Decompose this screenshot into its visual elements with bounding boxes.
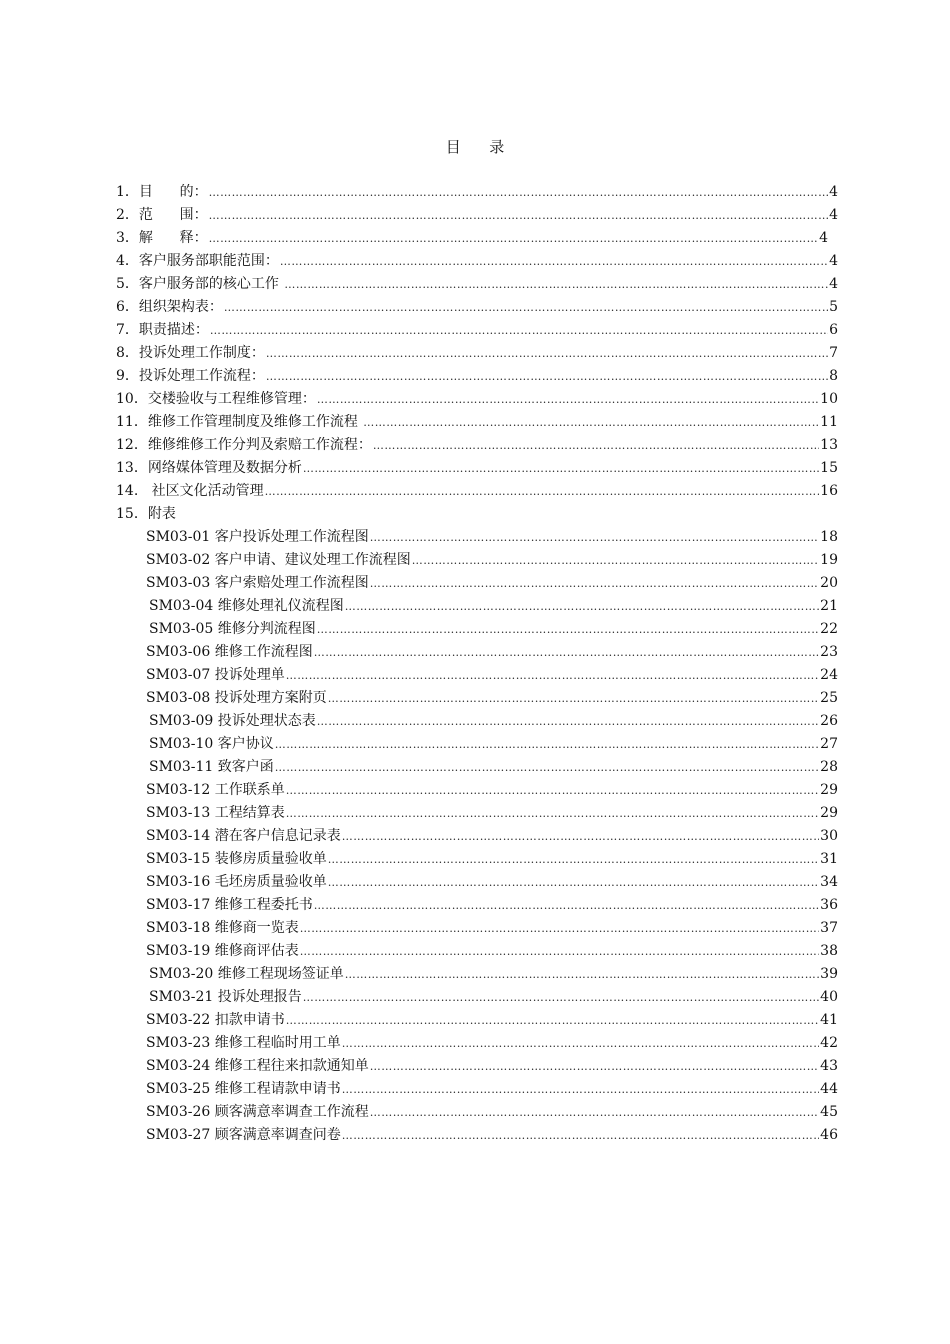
toc-entry-page: 15 xyxy=(820,460,838,476)
toc-entry-label: 15．附表 xyxy=(116,506,176,522)
appendix-entry-label: SM03-11 致客户函 xyxy=(149,759,274,775)
table-of-contents xyxy=(116,181,838,1147)
appendix-entry-label: SM03-04 维修处理礼仪流程图 xyxy=(149,598,344,614)
appendix-entry-label: SM03-13 工程结算表 xyxy=(146,805,285,821)
toc-entry[interactable] xyxy=(116,296,838,319)
appendix-entry[interactable] xyxy=(116,641,838,664)
appendix-entry[interactable] xyxy=(116,802,838,825)
appendix-entry-label: SM03-26 顾客满意率调查工作流程 xyxy=(146,1104,369,1120)
toc-entry-page: 11 xyxy=(820,414,838,430)
toc-leader-dots xyxy=(370,526,819,549)
appendix-entry-label: SM03-25 维修工程请款申请书 xyxy=(146,1081,341,1097)
appendix-entry[interactable] xyxy=(116,1078,838,1101)
appendix-entry-label: SM03-07 投诉处理单 xyxy=(146,667,285,683)
appendix-entry[interactable] xyxy=(116,940,838,963)
appendix-entry-label: SM03-15 装修房质量验收单 xyxy=(146,851,327,867)
toc-leader-dots xyxy=(300,917,819,940)
toc-leader-dots xyxy=(345,595,819,618)
toc-leader-dots xyxy=(370,1055,819,1078)
appendix-entry-page: 29 xyxy=(820,805,838,821)
appendix-entry[interactable] xyxy=(116,1032,838,1055)
appendix-entry-page: 36 xyxy=(820,897,838,913)
toc-leader-dots xyxy=(345,963,819,986)
toc-entry[interactable] xyxy=(116,227,828,250)
toc-entry-page: 8 xyxy=(829,368,838,384)
toc-entry[interactable] xyxy=(116,480,838,503)
appendix-entry-page: 24 xyxy=(820,667,838,683)
appendix-entry-page: 42 xyxy=(820,1035,838,1051)
appendix-entry-label: SM03-01 客户投诉处理工作流程图 xyxy=(146,529,369,545)
toc-leader-dots xyxy=(209,204,828,227)
toc-leader-dots xyxy=(300,940,819,963)
toc-entry[interactable] xyxy=(116,181,838,204)
appendix-entry-label: SM03-09 投诉处理状态表 xyxy=(149,713,316,729)
toc-entry-label: 2．范 围： xyxy=(116,207,208,223)
appendix-entry-label: SM03-18 维修商一览表 xyxy=(146,920,299,936)
toc-leader-dots xyxy=(342,1078,819,1101)
toc-entry-label: 13．网络媒体管理及数据分析 xyxy=(116,460,302,476)
appendix-entry-page: 45 xyxy=(820,1104,838,1120)
toc-leader-dots xyxy=(303,986,819,1009)
appendix-entry-label: SM03-19 维修商评估表 xyxy=(146,943,299,959)
appendix-entry[interactable] xyxy=(116,917,838,940)
toc-entry[interactable] xyxy=(116,434,838,457)
toc-entry[interactable] xyxy=(116,365,838,388)
appendix-entry-label: SM03-17 维修工程委托书 xyxy=(146,897,313,913)
appendix-entry[interactable] xyxy=(116,825,838,848)
appendix-entry[interactable] xyxy=(116,595,838,618)
appendix-entry[interactable] xyxy=(116,963,838,986)
toc-entry-label: 5．客户服务部的核心工作 xyxy=(116,276,284,292)
toc-entry-page: 4 xyxy=(829,253,838,269)
appendix-entry[interactable] xyxy=(116,894,838,917)
toc-leader-dots xyxy=(224,296,828,319)
toc-entry-label: 14. 社区文化活动管理 xyxy=(116,483,264,499)
toc-leader-dots xyxy=(363,411,819,434)
toc-leader-dots xyxy=(209,181,828,204)
appendix-entry-page: 20 xyxy=(820,575,838,591)
toc-entry[interactable] xyxy=(116,204,838,227)
appendix-entry[interactable] xyxy=(116,779,838,802)
toc-leader-dots xyxy=(342,1124,819,1147)
toc-leader-dots xyxy=(370,1101,819,1124)
appendix-entry-page: 44 xyxy=(820,1081,838,1097)
toc-leader-dots xyxy=(317,710,819,733)
toc-entry-page: 16 xyxy=(820,483,838,499)
toc-entry-label: 4．客户服务部职能范围： xyxy=(116,253,279,269)
toc-leader-dots xyxy=(275,756,819,779)
toc-leader-dots xyxy=(373,434,819,457)
appendix-entry-page: 18 xyxy=(820,529,838,545)
toc-entry-page: 6 xyxy=(829,322,838,338)
appendix-entry-page: 23 xyxy=(820,644,838,660)
toc-entry[interactable] xyxy=(116,250,838,273)
appendix-entry-label: SM03-16 毛坯房质量验收单 xyxy=(146,874,327,890)
appendix-entry[interactable] xyxy=(116,848,838,871)
appendix-entry[interactable] xyxy=(116,618,838,641)
toc-entry[interactable] xyxy=(116,457,838,480)
appendix-entry-label: SM03-12 工作联系单 xyxy=(146,782,285,798)
toc-leader-dots xyxy=(370,572,819,595)
toc-leader-dots xyxy=(314,894,819,917)
toc-entry-page: 7 xyxy=(829,345,838,361)
toc-entry-label: 11．维修工作管理制度及维修工作流程 xyxy=(116,414,363,430)
appendix-entry-label: SM03-08 投诉处理方案附页 xyxy=(146,690,327,706)
appendix-entry[interactable] xyxy=(116,1101,838,1124)
appendix-entry-page: 38 xyxy=(820,943,838,959)
appendix-entry-page: 43 xyxy=(820,1058,838,1074)
appendix-entry[interactable] xyxy=(116,572,838,595)
appendix-entry-page: 19 xyxy=(820,552,838,568)
appendix-entry[interactable] xyxy=(116,1009,838,1032)
toc-leader-dots xyxy=(314,641,819,664)
appendix-entry[interactable] xyxy=(116,986,838,1009)
appendix-entry-page: 28 xyxy=(820,759,838,775)
appendix-entry-label: SM03-21 投诉处理报告 xyxy=(149,989,302,1005)
appendix-entry[interactable] xyxy=(116,664,838,687)
toc-leader-dots xyxy=(265,480,820,503)
appendix-entry-page: 41 xyxy=(820,1012,838,1028)
page-title: 目 录 xyxy=(445,138,505,156)
toc-leader-dots xyxy=(280,250,828,273)
toc-leader-dots xyxy=(342,825,819,848)
appendix-entry-page: 26 xyxy=(820,713,838,729)
appendix-entry-label: SM03-22 扣款申请书 xyxy=(146,1012,285,1028)
toc-leader-dots xyxy=(317,388,819,411)
appendix-entry[interactable] xyxy=(116,733,838,756)
toc-entry-appendix-heading[interactable] xyxy=(116,503,838,526)
toc-entry-label: 3．解 释： xyxy=(116,230,208,246)
toc-entry[interactable] xyxy=(116,342,838,365)
toc-entry-page: 5 xyxy=(829,299,838,315)
toc-entry-page: 4 xyxy=(829,207,838,223)
toc-leader-dots xyxy=(412,549,819,572)
appendix-entry-label: SM03-14 潜在客户信息记录表 xyxy=(146,828,341,844)
toc-leader-dots xyxy=(286,1009,819,1032)
appendix-entry-label: SM03-02 客户申请、建议处理工作流程图 xyxy=(146,552,411,568)
toc-leader-dots xyxy=(317,618,819,641)
appendix-entry-page: 40 xyxy=(820,989,838,1005)
appendix-entry[interactable] xyxy=(116,549,838,572)
toc-leader-dots xyxy=(284,273,828,296)
appendix-entry-label: SM03-24 维修工程往来扣款通知单 xyxy=(146,1058,369,1074)
appendix-entry-page: 29 xyxy=(820,782,838,798)
appendix-entry[interactable] xyxy=(116,687,838,710)
toc-leader-dots xyxy=(275,733,819,756)
toc-entry-label: 6．组织架构表： xyxy=(116,299,223,315)
toc-leader-dots xyxy=(286,664,819,687)
toc-entry-page: 4 xyxy=(829,276,838,292)
appendix-entry-page: 34 xyxy=(820,874,838,890)
toc-entry-label: 7．职责描述： xyxy=(116,322,209,338)
appendix-entry[interactable] xyxy=(116,871,838,894)
appendix-entry-page: 39 xyxy=(820,966,838,982)
appendix-entry[interactable] xyxy=(116,526,838,549)
toc-entry-page: 4 xyxy=(819,230,828,246)
appendix-entry-page: 46 xyxy=(820,1127,838,1143)
toc-leader-dots xyxy=(286,802,819,825)
appendix-entry[interactable] xyxy=(116,710,838,733)
appendix-entry-page: 22 xyxy=(820,621,838,637)
toc-entry-label: 10．交楼验收与工程维修管理： xyxy=(116,391,316,407)
appendix-entry[interactable] xyxy=(116,1124,838,1147)
toc-entry-page: 13 xyxy=(820,437,838,453)
appendix-entry-page: 37 xyxy=(820,920,838,936)
toc-entry-page: 10 xyxy=(820,391,838,407)
toc-entry-page: 4 xyxy=(829,184,838,200)
toc-entry[interactable] xyxy=(116,319,838,342)
toc-leader-dots xyxy=(266,342,828,365)
toc-entry-label: 1．目 的： xyxy=(116,184,208,200)
appendix-entry-label: SM03-20 维修工程现场签证单 xyxy=(149,966,344,982)
appendix-entry[interactable] xyxy=(116,756,838,779)
appendix-entry-label: SM03-05 维修分判流程图 xyxy=(149,621,316,637)
toc-leader-dots xyxy=(266,365,828,388)
toc-leader-dots xyxy=(342,1032,819,1055)
toc-leader-dots xyxy=(286,779,819,802)
toc-entry-label: 9．投诉处理工作流程： xyxy=(116,368,265,384)
appendix-entry-label: SM03-06 维修工作流程图 xyxy=(146,644,313,660)
appendix-entry-label: SM03-27 顾客满意率调查问卷 xyxy=(146,1127,341,1143)
appendix-entry-label: SM03-03 客户索赔处理工作流程图 xyxy=(146,575,369,591)
toc-leader-dots xyxy=(328,687,819,710)
toc-entry[interactable] xyxy=(116,273,838,296)
toc-leader-dots xyxy=(303,457,819,480)
toc-leader-dots xyxy=(328,871,819,894)
appendix-entry-label: SM03-23 维修工程临时用工单 xyxy=(146,1035,341,1051)
appendix-entry-page: 31 xyxy=(820,851,838,867)
appendix-entry-page: 30 xyxy=(820,828,838,844)
toc-entry-label: 8．投诉处理工作制度： xyxy=(116,345,265,361)
toc-entry[interactable] xyxy=(116,388,838,411)
appendix-entry-page: 21 xyxy=(820,598,838,614)
appendix-entry[interactable] xyxy=(116,1055,838,1078)
toc-leader-dots xyxy=(209,227,818,250)
toc-leader-dots xyxy=(328,848,819,871)
appendix-entry-page: 27 xyxy=(820,736,838,752)
appendix-entry-label: SM03-10 客户协议 xyxy=(149,736,274,752)
toc-entry-label: 12．维修维修工作分判及索赔工作流程： xyxy=(116,437,372,453)
toc-leader-dots xyxy=(210,319,828,342)
toc-entry[interactable] xyxy=(116,411,838,434)
appendix-entry-page: 25 xyxy=(820,690,838,706)
